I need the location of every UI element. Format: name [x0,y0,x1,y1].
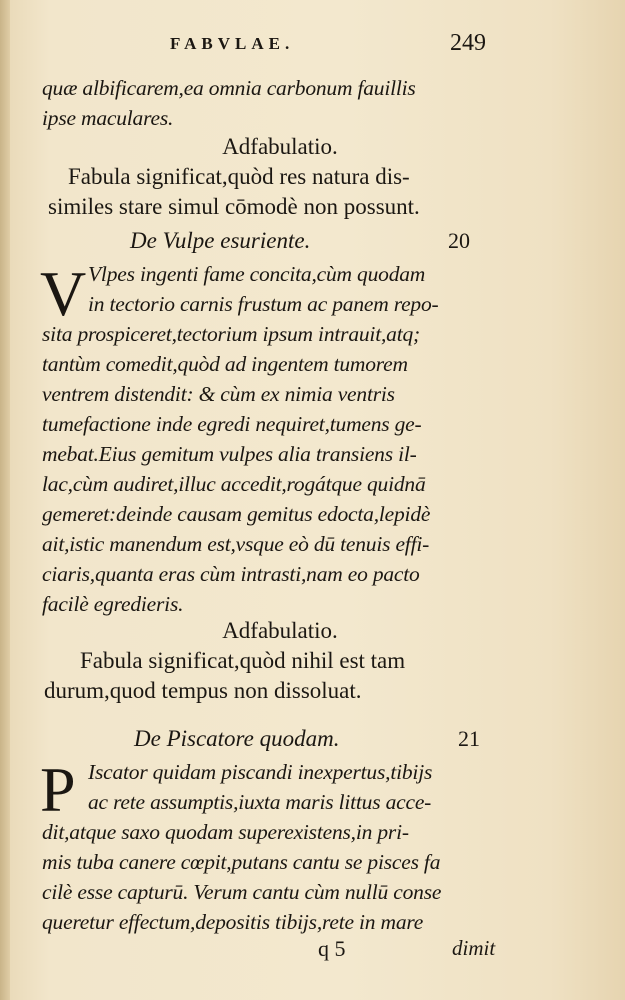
text-line: cilè esse capturū. Verum cantu cùm nullū conse [42,880,442,904]
fable-title: De Piscatore quodam. [134,726,340,751]
drop-cap: V [40,258,87,329]
text-line: ciaris,quanta eras cùm intrasti,nam eo pacto [42,562,420,586]
text-line: facilè egredieris. [42,592,184,616]
moral-heading: Adfabulatio. [222,134,338,159]
fable-heading [0,228,625,262]
page-number: 249 [450,30,486,56]
moral-line: Fabula significat,quòd nihil est tam [80,648,406,673]
text-line: tantùm comedit,quòd ad ingentem tumorem [42,352,408,376]
text-line: sita prospiceret,tectorium ipsum intrauit,atq; [42,322,420,346]
page-footer [0,936,625,966]
text-line: ait,istic manendum est,vsque eò dū tenuis effi- [42,532,430,556]
text-line: quæ albificarem,ea omnia carbonum fauillis [42,76,416,100]
text-line: ac rete assumptis,iuxta maris littus acce- [88,790,432,814]
text-line: Vlpes ingenti fame concita,cùm quodam [88,262,426,286]
moral-heading: Adfabulatio. [222,618,338,643]
fable-heading [0,726,625,760]
text-line: Iscator quidam piscandi inexpertus,tibijs [88,760,433,784]
running-title: FABVLAE. [170,34,295,53]
text-line: ventrem distendit: & cùm ex nimia ventris [42,382,395,406]
text-line: dit,atque saxo quodam superexistens,in pri- [42,820,409,844]
catchword: dimit [452,936,496,960]
moral-line: durum,quod tempus non dissoluat. [44,678,362,703]
text-line: mebat.Eius gemitum vulpes alia transiens il- [42,442,417,466]
text-line: mis tuba canere cœpit,putans cantu se pisces fa [42,850,441,874]
text-line: tumefactione inde egredi nequiret,tumens ge- [42,412,422,436]
text-line: lac,cùm audiret,illuc accedit,rogátque quidnā [42,472,426,496]
moral-line: Fabula significat,quòd res natura dis- [68,164,410,189]
fable-number: 21 [458,726,480,751]
fable-title: De Vulpe esuriente. [130,228,311,253]
text-line: in tectorio carnis frustum ac panem repo- [88,292,439,316]
signature-mark: q 5 [318,936,346,961]
text-line: gemeret:deinde causam gemitus edocta,lepidè [42,502,431,526]
moral-line: similes stare simul cōmodè non possunt. [48,194,420,219]
text-line: ipse maculares. [42,106,174,130]
page-header [0,30,625,64]
drop-cap: P [40,754,76,825]
fable-number: 20 [448,228,470,253]
text-line: queretur effectum,depositis tibijs,rete in mare [42,910,424,934]
